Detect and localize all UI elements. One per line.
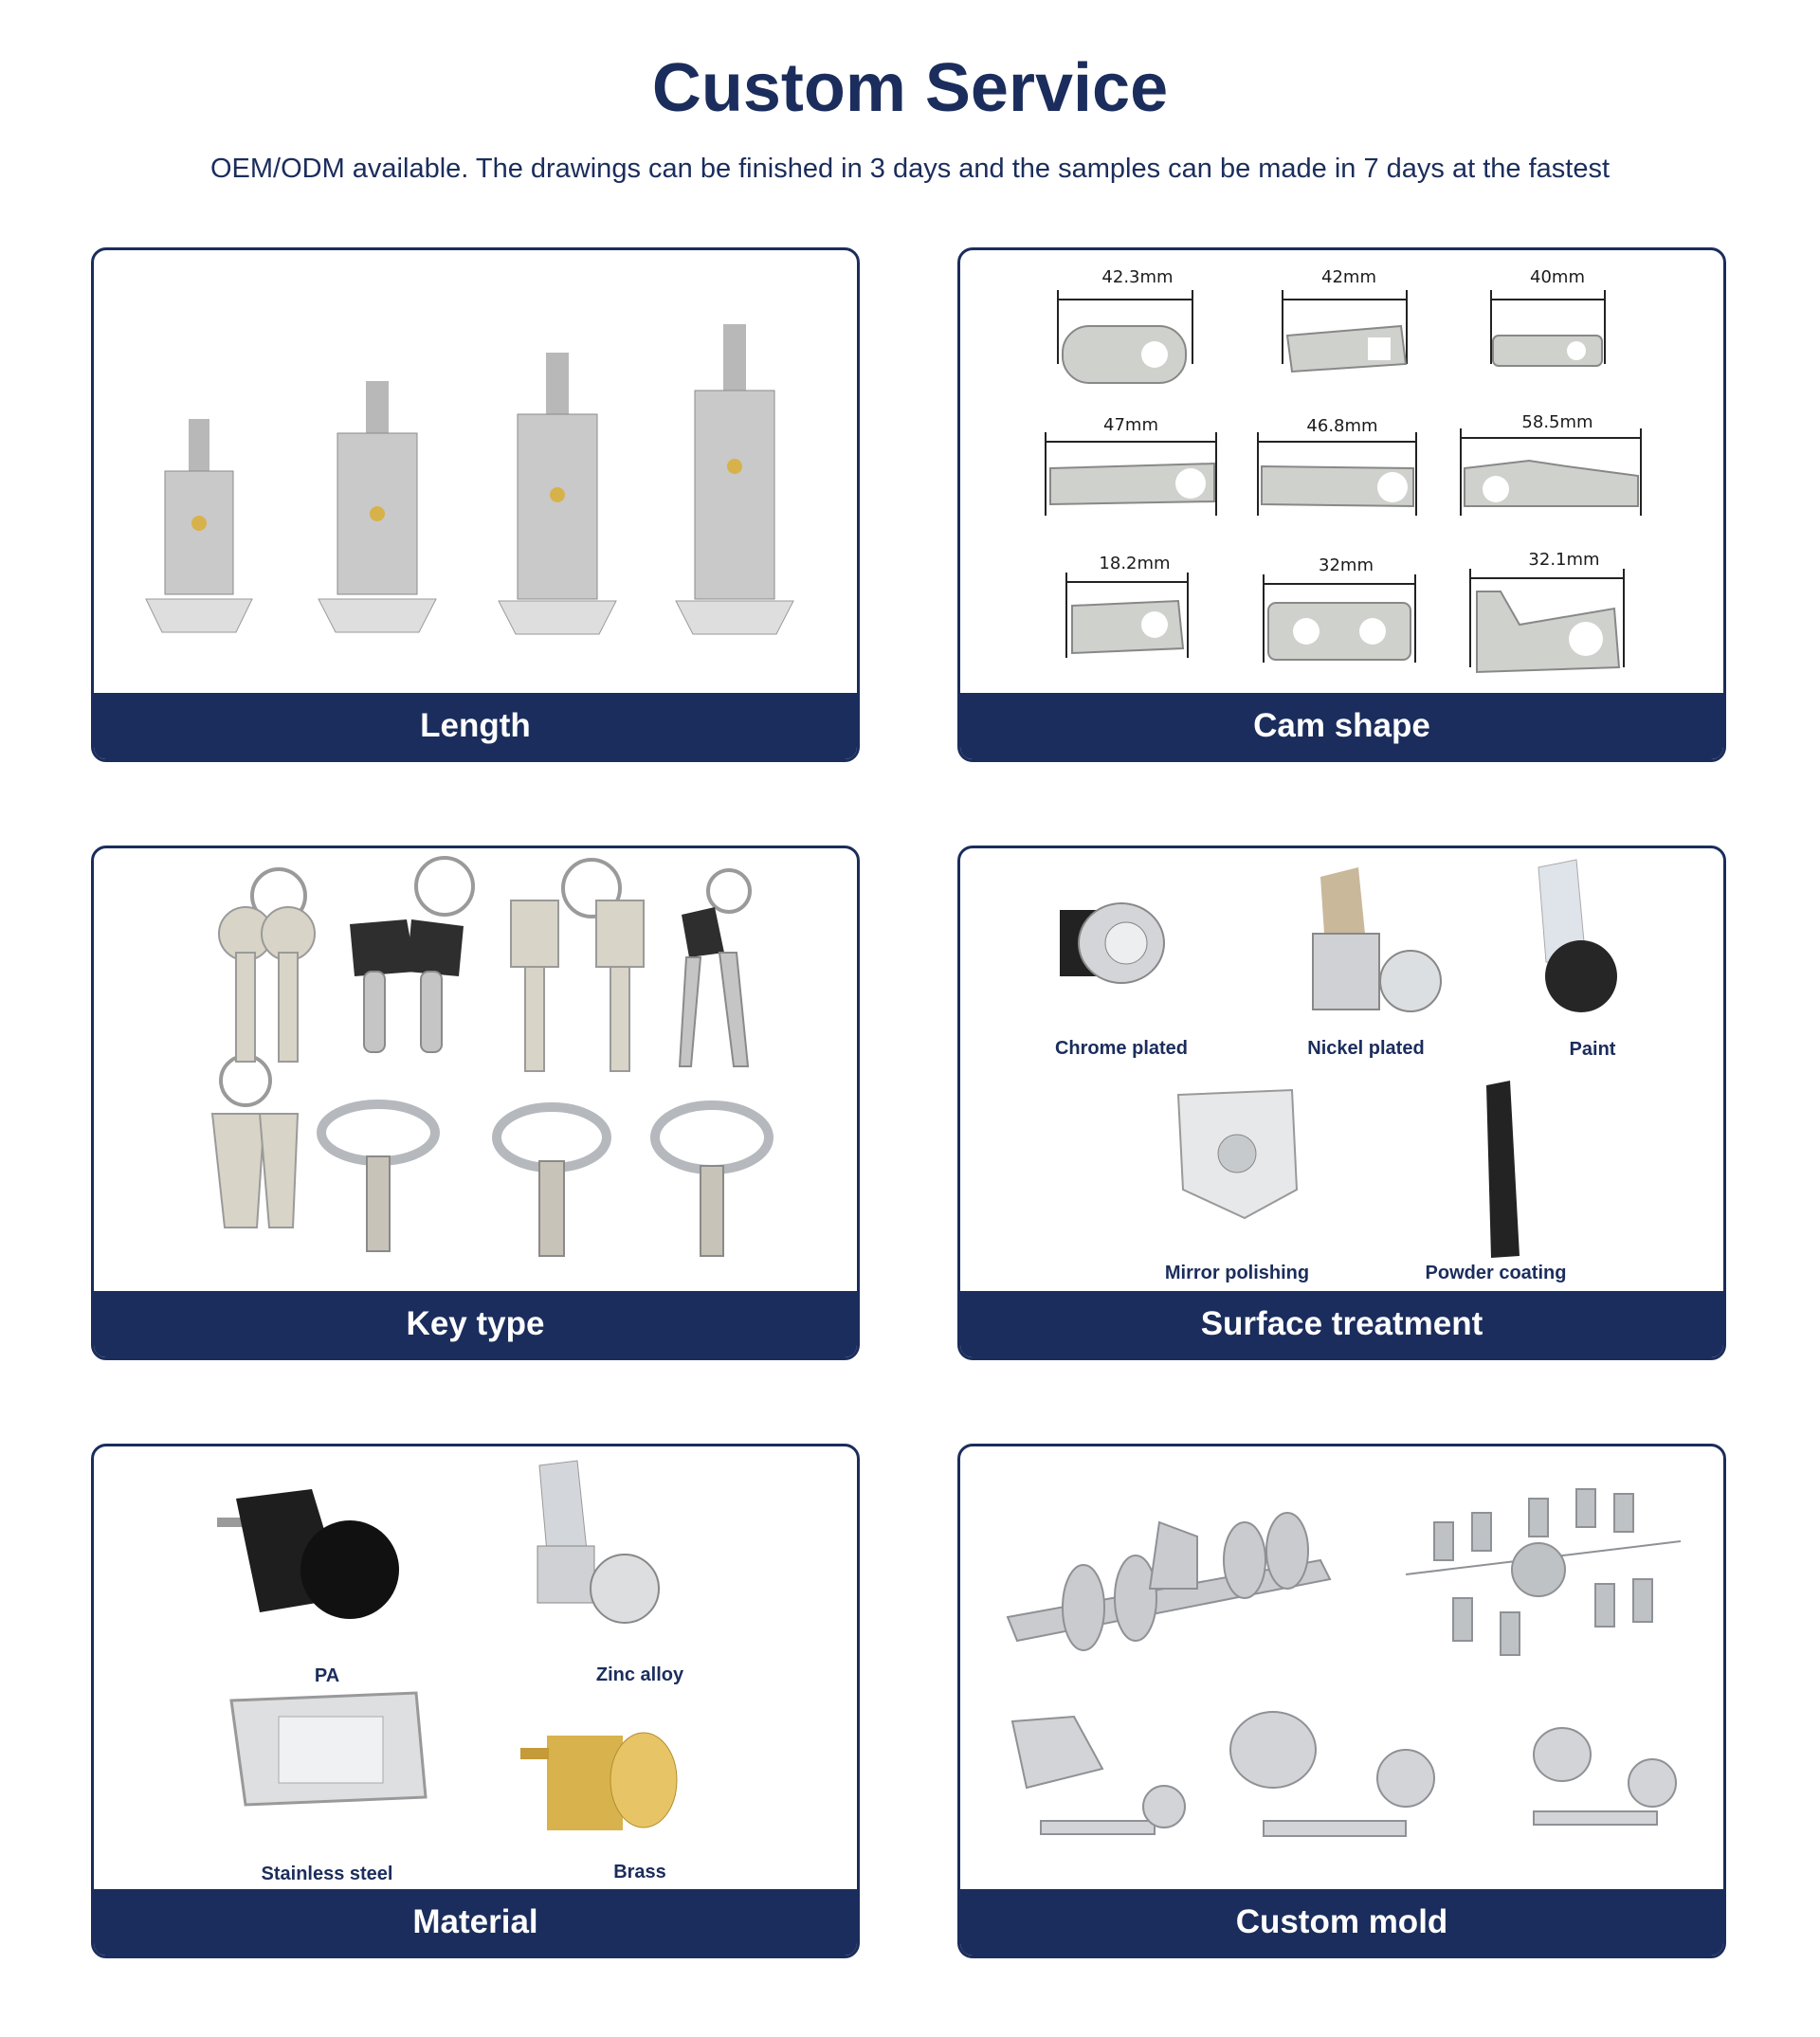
length-images [94, 250, 857, 694]
dimension-lines [960, 250, 1723, 694]
card-length [91, 247, 860, 762]
page-title: Custom Service [651, 50, 1169, 126]
page-subtitle: OEM/ODM available. The drawings can be finished in 3 days and the samples can be made in 7 days at the fastest [209, 154, 1611, 184]
card-custom-mold [957, 1444, 1726, 1958]
cam-lock-long-image [497, 353, 620, 646]
card-footer [960, 1889, 1723, 1955]
material-images [94, 1446, 857, 1890]
dimension-label: 42.3mm [1101, 267, 1174, 287]
surface-images [960, 848, 1723, 1292]
cam-lock-short-image [141, 419, 255, 646]
card-label: Key type [406, 1305, 545, 1342]
card-label: Length [420, 707, 531, 744]
dimension-label: 32.1mm [1528, 550, 1600, 570]
surface-label-powder: Powder coating [1425, 1263, 1567, 1283]
dimension-label: 32mm [1319, 555, 1374, 575]
mold-products-image [960, 1446, 1723, 1890]
surface-label-paint: Paint [1569, 1039, 1616, 1060]
card-footer [94, 1889, 857, 1955]
card-footer [94, 693, 857, 759]
dimension-label: 18.2mm [1099, 554, 1171, 573]
cam-lock-medium-image [317, 381, 440, 646]
dimension-label: 42mm [1321, 267, 1376, 287]
card-label: Custom mold [1235, 1903, 1448, 1940]
card-surface-treatment [957, 846, 1726, 1360]
dimension-label: 47mm [1103, 415, 1158, 435]
surface-label-mirror: Mirror polishing [1164, 1263, 1310, 1283]
card-label: Cam shape [1253, 707, 1430, 744]
dimension-label: 40mm [1530, 267, 1585, 287]
card-key-type [91, 846, 860, 1360]
surface-products-image [960, 848, 1723, 1292]
keys-image [94, 848, 857, 1292]
key-type-images [94, 848, 857, 1292]
material-label-brass: Brass [613, 1862, 666, 1882]
card-footer [94, 1291, 857, 1357]
custom-mold-images [960, 1446, 1723, 1890]
surface-label-chrome: Chrome plated [1054, 1038, 1189, 1059]
card-label: Surface treatment [1200, 1305, 1483, 1342]
material-label-stainless: Stainless steel [261, 1864, 393, 1884]
card-cam-shape [957, 247, 1726, 762]
cam-lock-longest-image [674, 324, 797, 646]
material-label-pa: PA [314, 1665, 340, 1686]
card-footer [960, 693, 1723, 759]
surface-label-nickel: Nickel plated [1307, 1038, 1425, 1059]
dimension-label: 46.8mm [1306, 416, 1378, 436]
dimension-label: 58.5mm [1521, 412, 1593, 432]
cam-shape-images [960, 250, 1723, 694]
card-label: Material [412, 1903, 538, 1940]
card-footer [960, 1291, 1723, 1357]
card-material [91, 1444, 860, 1958]
material-label-zinc: Zinc alloy [595, 1664, 684, 1685]
